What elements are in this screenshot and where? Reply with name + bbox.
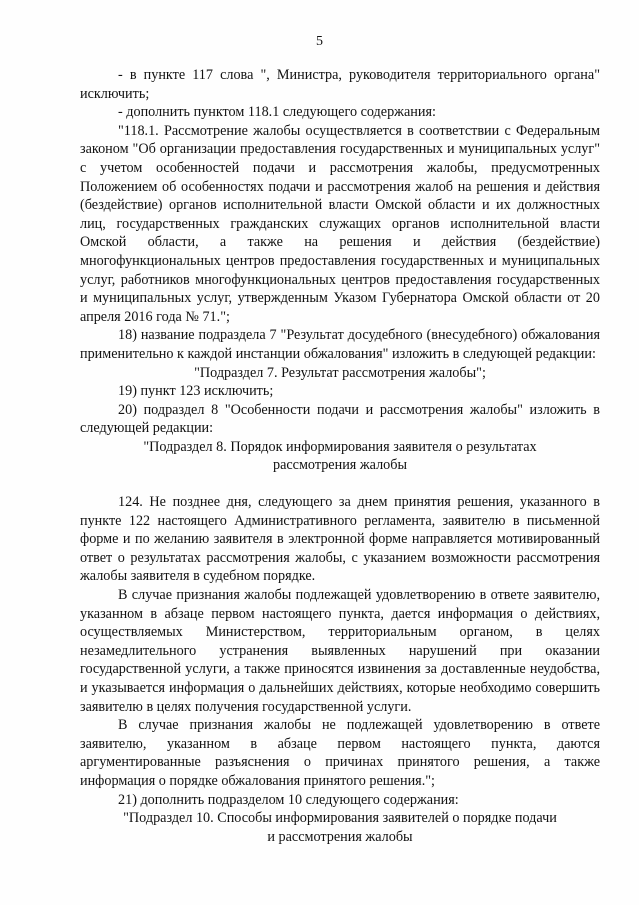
paragraph-124: 124. Не позднее дня, следующего за днем принятия решения, указанного в пункте 122 настоящего Административного регламента, заявителю в письменной форме и по желанию заявителя в электронной форме направляется мотивированный ответ о результатах рассмотрения жалобы, с указанием возможности рассмотрения жалобы заявителя в судебном порядке. (80, 494, 600, 585)
subsection-7-title: "Подраздел 7. Результат рассмотрения жалобы"; (194, 364, 486, 381)
paragraph-118-1: "118.1. Рассмотрение жалобы осуществляется в соответствии с Федеральным законом "Об организации предоставления государственных и муниципальных услуг" с учетом особенностей подачи и рассмотрения жалобы, предусмотренных Положением об особенностях подачи и рассмотрения жалоб на решения и действия (бездействие) органов исполнительной власти Омской области и их должностных лиц, государственных гражданских служащих органов исполнительной власти Омской области, а также на решения и действия (бездействие) многофункциональных центров предоставления государственных и муниципальных услуг, работников многофункциональных центров предоставления государственных и муниципальных услуг, утвержденным Указом Губернатора Омской области от 20 апреля 2016 года № 71."; (80, 122, 600, 325)
blank-line (80, 475, 600, 493)
paragraph-not-satisfied: В случае признания жалобы не подлежащей удовлетворению в ответе заявителю, указанном в абзаце первом настоящего пункта, даются аргументированные разъяснения о причинах принятого решения, а также информация о порядке обжалования принятого решения."; (80, 717, 600, 789)
subsection-10-title: "Подраздел 10. Способы информирования заявителей о порядке подачи и рассмотрения жалобы (123, 810, 557, 845)
paragraph-20: 20) подраздел 8 "Особенности подачи и рассмотрения жалобы" изложить в следующей редакции: (80, 401, 600, 437)
subsection-8-title: "Подраздел 8. Порядок информирования заявителя о результатах рассмотрения жалобы (143, 438, 537, 474)
paragraph-item117: - в пункте 117 слова ", Министра, руководителя территориального органа" исключить; (80, 67, 600, 102)
paragraph-21: 21) дополнить подразделом 10 следующего содержания: (118, 791, 459, 808)
document-body (80, 66, 600, 846)
page-number: 5 (316, 34, 323, 49)
paragraph-satisfied: В случае признания жалобы подлежащей удовлетворению в ответе заявителю, указанном в абзаце первом настоящего пункта, дается информация о действиях, осуществляемых Министерством, территориальным органом, в целях незамедлительного устранения выявленных нарушений при оказании государственной услуги, а также приносятся извинения за доставленные неудобства, и указывается информация о дальнейших действиях, которые необходимо совершить заявителю в целях получения государственной услуги. (80, 587, 600, 715)
paragraph-add-118-1: - дополнить пунктом 118.1 следующего содержания: (118, 104, 436, 121)
paragraph-18: 18) название подраздела 7 "Результат досудебного (внесудебного) обжалования применительно к каждой инстанции обжалования" изложить в следующей редакции: (80, 327, 600, 362)
paragraph-19: 19) пункт 123 исключить; (118, 383, 274, 400)
